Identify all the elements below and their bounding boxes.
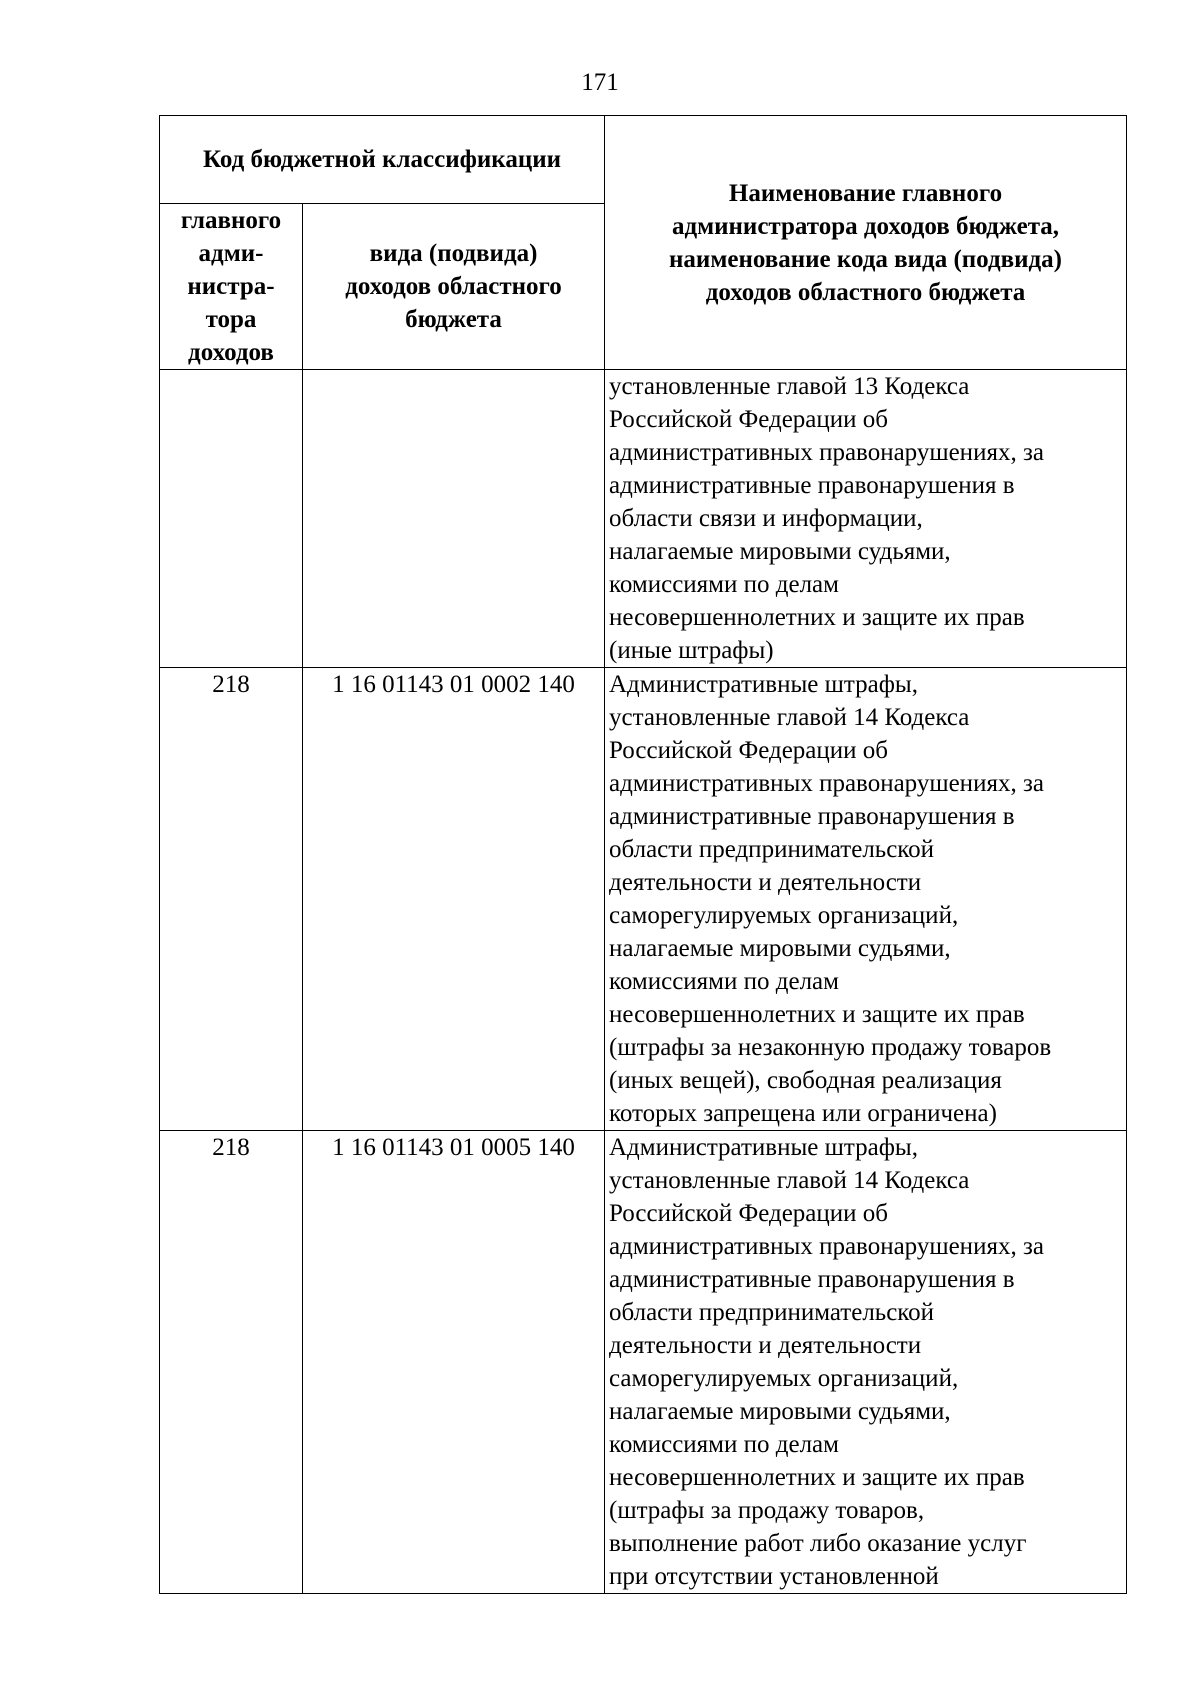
admin-code-cell: 218	[160, 1131, 303, 1594]
revenue-name-line: саморегулируемых организаций,	[609, 1365, 959, 1392]
header-name-line: администратора доходов бюджета,	[671, 212, 1060, 240]
revenue-name-line: Российской Федерации об	[609, 406, 888, 433]
revenue-code-cell: 1 16 01143 01 0005 140	[303, 1131, 605, 1594]
header-budget-classification-code: Код бюджетной классификации	[160, 116, 605, 204]
revenue-name-line: Российской Федерации об	[609, 737, 888, 764]
revenue-name-line: налагаемые мировыми судьями,	[609, 1398, 951, 1425]
header-admin-line: нистра-	[187, 273, 275, 300]
revenue-name-line: комиссиями по делам	[609, 1431, 839, 1458]
revenue-name-cell	[605, 370, 1127, 668]
revenue-name-line: несовершеннолетних и защите их прав	[609, 1464, 1025, 1491]
revenue-name-line: (штрафы за продажу товаров,	[609, 1497, 925, 1524]
revenue-name-line: административные правонарушения в	[609, 1266, 1015, 1293]
revenue-name-line: комиссиями по делам	[609, 968, 839, 995]
revenue-name-cell	[605, 1131, 1127, 1594]
revenue-name-line: области связи и информации,	[609, 505, 923, 532]
revenue-code-cell: 1 16 01143 01 0002 140	[303, 668, 605, 1131]
revenue-name-line: области предпринимательской	[609, 1299, 935, 1326]
revenue-name-line: Административные штрафы,	[609, 671, 918, 698]
revenue-name-line: которых запрещена или ограничена)	[609, 1100, 997, 1127]
revenue-name-line: административных правонарушениях, за	[609, 770, 1044, 797]
header-admin-line: доходов	[188, 339, 274, 366]
revenue-name-line: несовершеннолетних и защите их прав	[609, 1001, 1025, 1028]
table-row	[160, 1131, 1127, 1594]
header-name-line: наименование кода вида (подвида)	[669, 245, 1062, 273]
revenue-name-line: саморегулируемых организаций,	[609, 902, 959, 929]
header-admin-column	[160, 204, 303, 370]
revenue-name-line: комиссиями по делам	[609, 571, 839, 598]
revenue-name-line: административных правонарушениях, за	[609, 439, 1044, 466]
admin-code-cell	[160, 370, 303, 668]
revenue-name-line: административные правонарушения в	[609, 472, 1015, 499]
revenue-name-line: при отсутствии установленной	[609, 1563, 939, 1590]
header-kind-line: бюджета	[405, 306, 502, 333]
header-name-column	[605, 116, 1127, 370]
revenue-name-line: налагаемые мировыми судьями,	[609, 935, 951, 962]
header-name-line: Наименование главного	[728, 179, 1003, 207]
admin-code-cell: 218	[160, 668, 303, 1131]
revenue-name-cell	[605, 668, 1127, 1131]
header-admin-line: адми-	[198, 240, 264, 267]
revenue-name-line: административные правонарушения в	[609, 803, 1015, 830]
table-row	[160, 370, 1127, 668]
header-kind-column	[303, 204, 605, 370]
revenue-name-line: установленные главой 14 Кодекса	[609, 704, 970, 731]
revenue-name-line: установленные главой 13 Кодекса	[609, 373, 970, 400]
revenue-name-line: установленные главой 14 Кодекса	[609, 1167, 970, 1194]
revenue-name-line: выполнение работ либо оказание услуг	[609, 1530, 1027, 1557]
revenue-name-line: несовершеннолетних и защите их прав	[609, 604, 1025, 631]
header-kind-line: вида (подвида)	[369, 240, 538, 267]
table-row	[160, 668, 1127, 1131]
header-admin-line: тора	[205, 306, 257, 333]
revenue-name-line: (штрафы за незаконную продажу товаров	[609, 1034, 1052, 1061]
revenue-name-line: (иные штрафы)	[609, 637, 774, 664]
header-kind-line: доходов областного	[345, 273, 562, 300]
revenue-code-cell	[303, 370, 605, 668]
page-number: 171	[581, 69, 619, 96]
revenue-name-line: деятельности и деятельности	[609, 1332, 922, 1359]
revenue-name-line: налагаемые мировыми судьями,	[609, 538, 951, 565]
revenue-name-line: области предпринимательской	[609, 836, 935, 863]
budget-classification-table	[159, 115, 1127, 1594]
header-admin-line: главного	[180, 207, 282, 234]
revenue-name-line: деятельности и деятельности	[609, 869, 922, 896]
revenue-name-line: Административные штрафы,	[609, 1134, 918, 1161]
header-row-top	[160, 116, 1127, 204]
header-name-line: доходов областного бюджета	[705, 278, 1026, 306]
revenue-name-line: административных правонарушениях, за	[609, 1233, 1044, 1260]
revenue-name-line: Российской Федерации об	[609, 1200, 888, 1227]
revenue-name-line: (иных вещей), свободная реализация	[609, 1067, 1002, 1094]
